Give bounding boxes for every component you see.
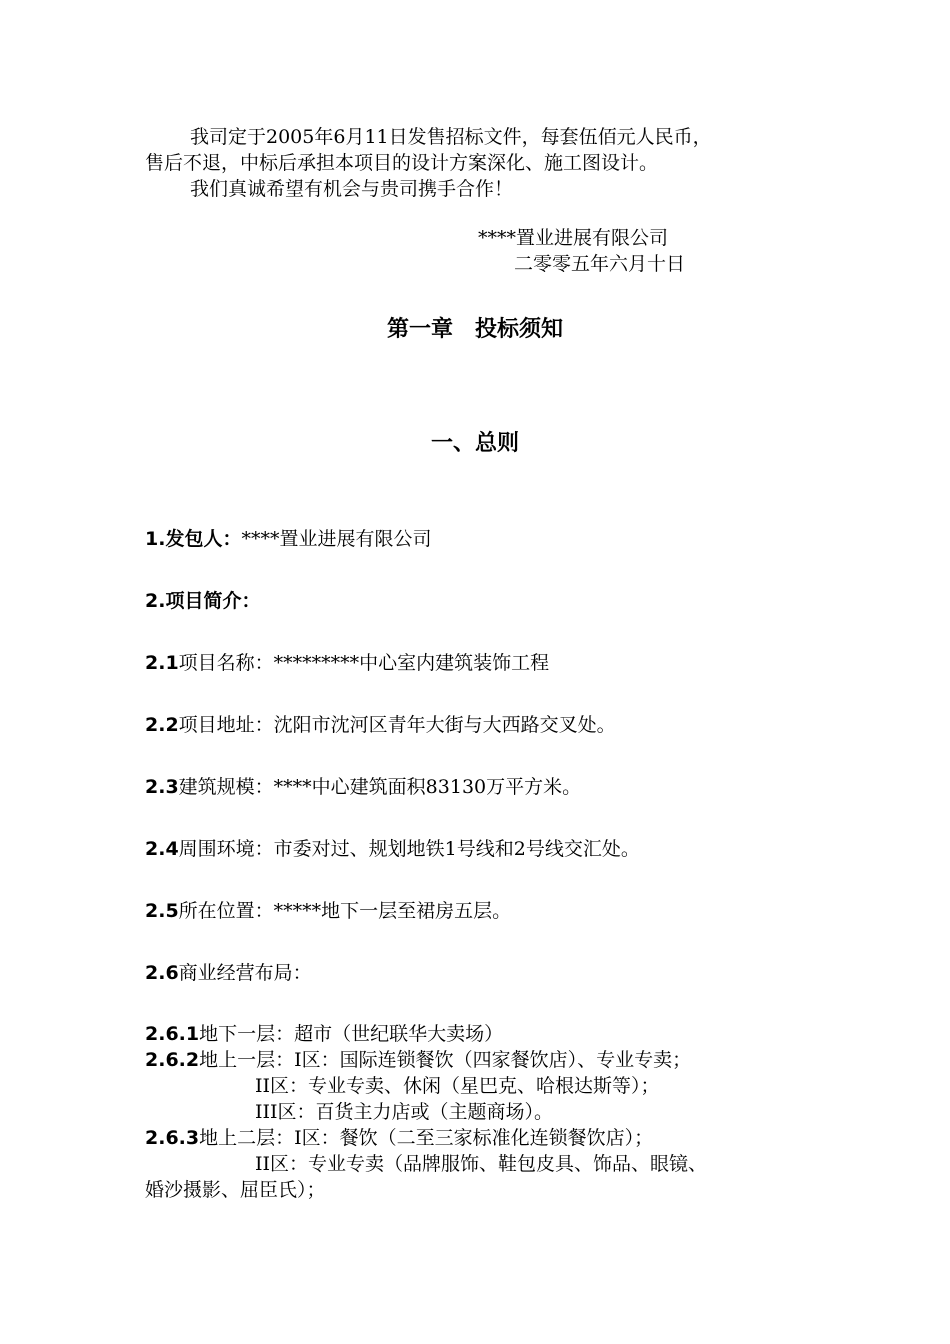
item-number: 1. bbox=[145, 528, 166, 550]
section-title: 一、总则 bbox=[430, 431, 519, 456]
item-2-6-3-zone-2: II区：专业专卖（品牌服饰、鞋包皮具、饰品、眼镜、 bbox=[255, 1153, 708, 1175]
item-number: 2.3 bbox=[145, 776, 179, 798]
item-2-5 bbox=[145, 898, 511, 924]
item-text: 商业经营布局： bbox=[178, 962, 312, 984]
item-text: 项目名称：*********中心室内建筑装饰工程 bbox=[178, 652, 550, 674]
item-2-6-3-zone-2-cont: 婚沙摄影、屈臣氏）； bbox=[145, 1179, 326, 1201]
item-2-3 bbox=[145, 774, 581, 800]
item-2-6-3 bbox=[145, 1125, 653, 1151]
item-text: 地下一层：超市（世纪联华大卖场） bbox=[199, 1023, 504, 1045]
item-2-6-2-zone-3: III区：百货主力店或（主题商场）。 bbox=[255, 1101, 554, 1123]
signature-company: ****置业进展有限公司 bbox=[478, 227, 669, 249]
item-number: 2.6.2 bbox=[145, 1049, 200, 1071]
item-1 bbox=[145, 526, 431, 552]
item-label: 发包人： bbox=[165, 528, 242, 550]
item-2 bbox=[145, 588, 260, 614]
item-text: 所在位置：*****地下一层至裙房五层。 bbox=[178, 900, 512, 922]
signature-date: 二零零五年六月十日 bbox=[514, 253, 686, 275]
item-number: 2. bbox=[145, 590, 166, 612]
item-2-6-1 bbox=[145, 1021, 503, 1047]
chapter-title: 第一章 投标须知 bbox=[386, 317, 563, 342]
item-text: 建筑规模：****中心建筑面积83130万平方米。 bbox=[178, 776, 582, 798]
item-text: 周围环境：市委对过、规划地铁1号线和2号线交汇处。 bbox=[178, 838, 640, 860]
item-text: 项目地址：沈阳市沈河区青年大街与大西路交叉处。 bbox=[178, 714, 616, 736]
item-number: 2.4 bbox=[145, 838, 179, 860]
intro-line-2: 售后不退，中标后承担本项目的设计方案深化、施工图设计。 bbox=[145, 152, 659, 174]
item-2-6-2-zone-2: II区：专业专卖、休闲（星巴克、哈根达斯等）； bbox=[255, 1075, 660, 1097]
item-2-4 bbox=[145, 836, 640, 862]
intro-line-1: 我司定于2005年6月11日发售招标文件，每套伍佰元人民币， bbox=[190, 126, 712, 148]
item-text: ****置业进展有限公司 bbox=[241, 528, 432, 550]
item-text: 地上一层：I区：国际连锁餐饮（四家餐饮店）、专业专卖； bbox=[199, 1049, 692, 1071]
item-2-6-2 bbox=[145, 1047, 691, 1073]
item-label: 项目简介： bbox=[165, 590, 261, 612]
item-2-6 bbox=[145, 960, 312, 986]
item-number: 2.5 bbox=[145, 900, 179, 922]
item-2-1 bbox=[145, 650, 549, 676]
intro-line-3: 我们真诚希望有机会与贵司携手合作！ bbox=[190, 178, 514, 200]
item-number: 2.1 bbox=[145, 652, 179, 674]
item-number: 2.6 bbox=[145, 962, 179, 984]
item-number: 2.6.1 bbox=[145, 1023, 200, 1045]
item-number: 2.6.3 bbox=[145, 1127, 200, 1149]
item-number: 2.2 bbox=[145, 714, 179, 736]
item-2-2 bbox=[145, 712, 616, 738]
item-text: 地上二层：I区：餐饮（二至三家标准化连锁餐饮店）； bbox=[199, 1127, 654, 1149]
